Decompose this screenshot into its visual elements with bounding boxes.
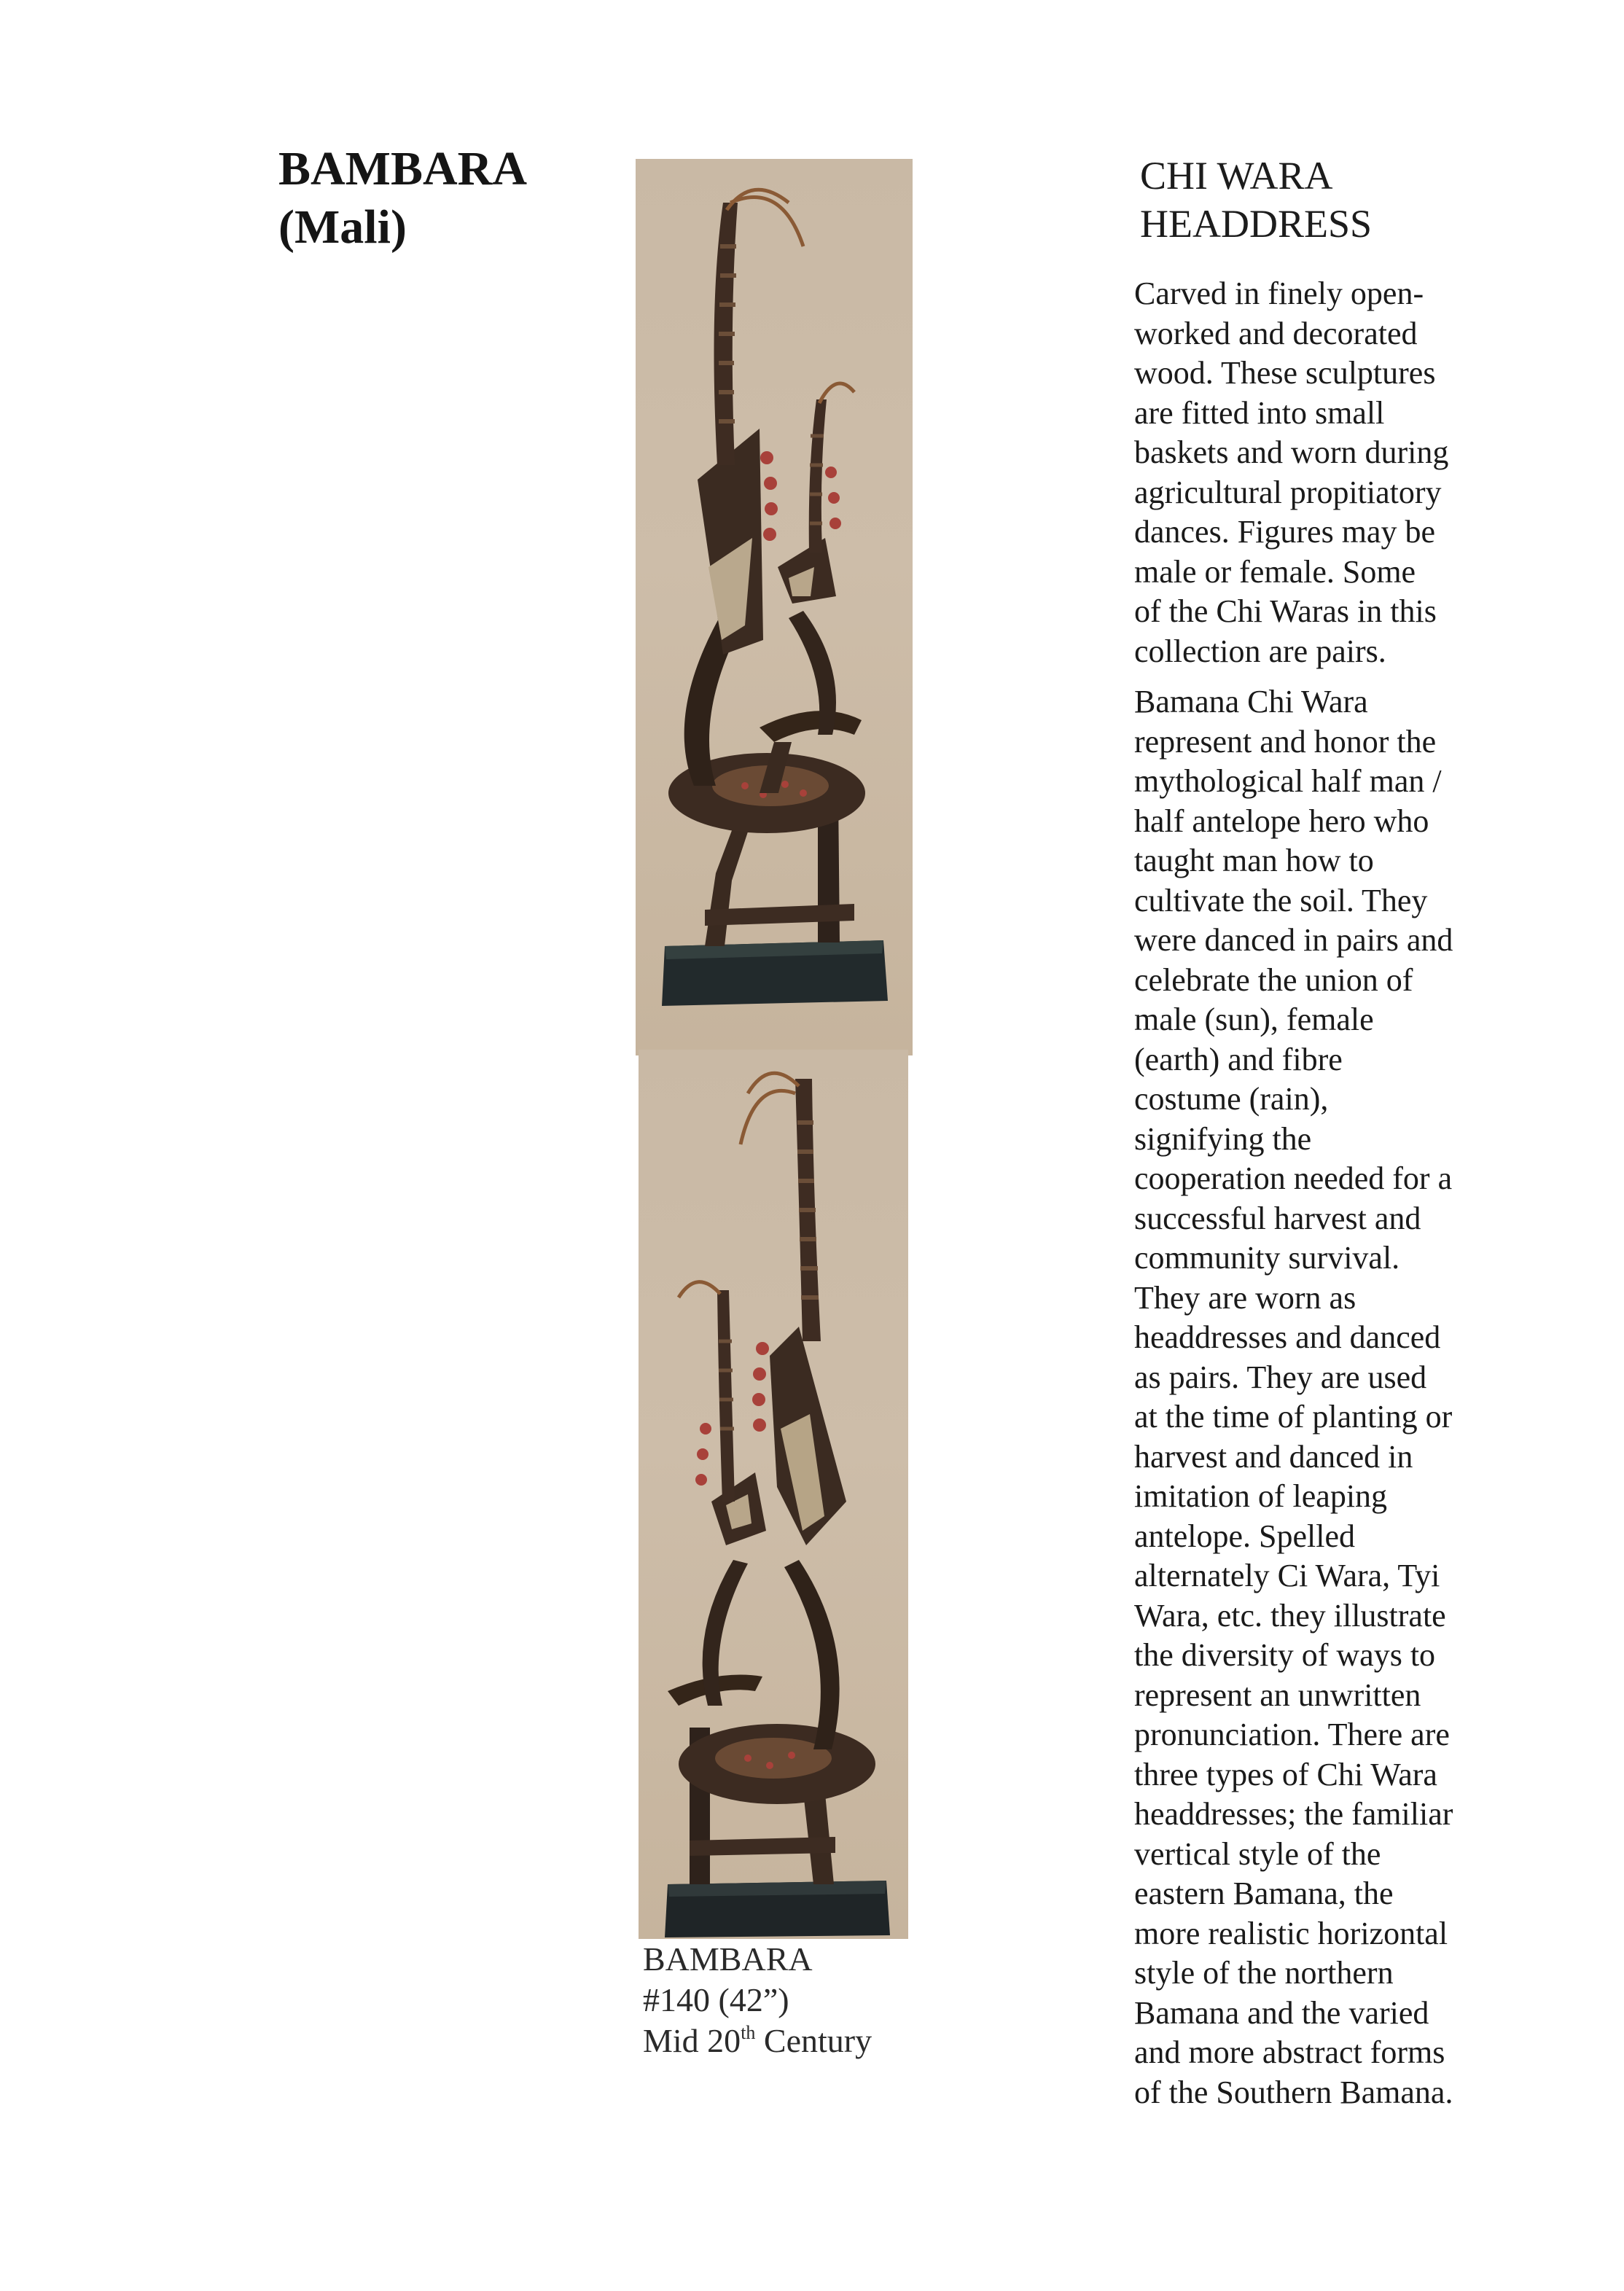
paragraph-line: costume (rain), xyxy=(1134,1081,1329,1117)
caption-culture: BAMBARA xyxy=(643,1940,813,1978)
paragraph-line: mythological half man / xyxy=(1134,763,1442,799)
chi-wara-sculpture-reverse xyxy=(639,1050,908,1939)
paragraph-line: They are worn as xyxy=(1134,1279,1356,1316)
paragraph-line: wood. These sculptures xyxy=(1134,355,1436,391)
caption-date-sup: th xyxy=(741,2022,756,2043)
caption-date-suffix: Century xyxy=(755,2022,872,2059)
paragraph-line: baskets and worn during xyxy=(1134,434,1449,470)
description-paragraph-1 xyxy=(1134,274,1520,671)
paragraph-line: cooperation needed for a xyxy=(1134,1160,1453,1196)
paragraph-line: were danced in pairs and xyxy=(1134,922,1453,958)
paragraph-line: more realistic horizontal xyxy=(1134,1915,1448,1951)
paragraph-line: represent and honor the xyxy=(1134,723,1437,760)
paragraph-line: of the Southern Bamana. xyxy=(1134,2074,1453,2110)
paragraph-line: and more abstract forms xyxy=(1134,2034,1445,2070)
paragraph-line: Carved in finely open- xyxy=(1134,276,1424,311)
paragraph-line: collection are pairs. xyxy=(1134,633,1386,669)
paragraph-line: eastern Bamana, the xyxy=(1134,1876,1394,1911)
paragraph-line: headdresses; the familiar xyxy=(1134,1796,1453,1832)
paragraph-line: community survival. xyxy=(1134,1240,1400,1276)
paragraph-line: Bamana and the varied xyxy=(1134,1994,1429,2031)
chi-wara-sculpture-front xyxy=(636,159,913,1055)
description-paragraph-2 xyxy=(1134,682,1520,2112)
paragraph-line: as pairs. They are used xyxy=(1134,1359,1427,1395)
paragraph-line: celebrate the union of xyxy=(1134,961,1413,998)
chi-wara-photo-front xyxy=(636,159,913,1055)
section-heading-line-1: CHI WARA xyxy=(1140,154,1333,198)
paragraph-line: antelope. Spelled xyxy=(1134,1518,1356,1554)
paragraph-line: headdresses and danced xyxy=(1134,1319,1441,1355)
paragraph-line: signifying the xyxy=(1134,1120,1312,1157)
section-heading-line-2: HEADDRESS xyxy=(1140,202,1373,246)
caption-date-prefix: Mid 20 xyxy=(643,2022,741,2059)
culture-title xyxy=(278,140,527,257)
paragraph-line: (earth) and fibre xyxy=(1134,1041,1343,1077)
paragraph-line: dances. Figures may be xyxy=(1134,514,1435,550)
paragraph-line: three types of Chi Wara xyxy=(1134,1756,1437,1792)
paragraph-line: pronunciation. There are xyxy=(1134,1717,1450,1752)
paragraph-line: male or female. Some xyxy=(1134,553,1416,590)
paragraph-line: are fitted into small xyxy=(1134,394,1385,431)
paragraph-line: imitation of leaping xyxy=(1134,1478,1388,1514)
paragraph-line: at the time of planting or xyxy=(1134,1399,1453,1435)
paragraph-line: successful harvest and xyxy=(1134,1200,1421,1236)
paragraph-line: style of the northern xyxy=(1134,1955,1394,1991)
paragraph-line: vertical style of the xyxy=(1134,1835,1381,1872)
paragraph-line: Wara, etc. they illustrate xyxy=(1134,1597,1446,1634)
paragraph-line: worked and decorated xyxy=(1134,315,1418,351)
chi-wara-photo-reverse xyxy=(639,1050,908,1939)
caption-catalog-number: #140 (42”) xyxy=(643,1981,789,2018)
culture-title-line-1: BAMBARA xyxy=(278,142,527,195)
paragraph-line: alternately Ci Wara, Tyi xyxy=(1134,1558,1440,1593)
paragraph-line: represent an unwritten xyxy=(1134,1677,1421,1713)
paragraph-line: the diversity of ways to xyxy=(1134,1637,1436,1673)
section-heading xyxy=(1140,152,1372,248)
paragraph-line: Bamana Chi Wara xyxy=(1134,684,1368,719)
paragraph-line: cultivate the soil. They xyxy=(1134,882,1428,918)
culture-title-line-2: (Mali) xyxy=(278,200,407,254)
artwork-caption xyxy=(643,1939,872,2061)
paragraph-line: harvest and danced in xyxy=(1134,1438,1413,1475)
paragraph-line: half antelope hero who xyxy=(1134,803,1429,839)
paragraph-line: taught man how to xyxy=(1134,843,1374,878)
caption-date xyxy=(643,2021,872,2061)
paragraph-line: of the Chi Waras in this xyxy=(1134,593,1437,629)
paragraph-line: agricultural propitiatory xyxy=(1134,474,1442,510)
paragraph-line: male (sun), female xyxy=(1134,1002,1374,1037)
